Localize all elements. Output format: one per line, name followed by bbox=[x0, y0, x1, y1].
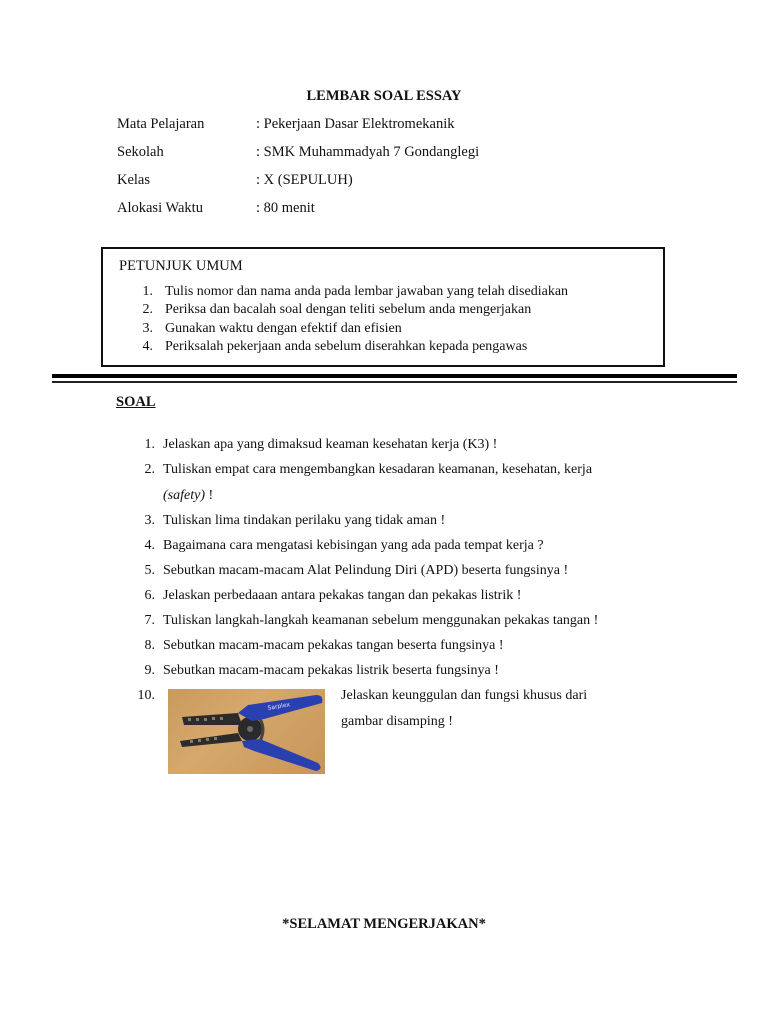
wire-stripper-pliers-icon bbox=[168, 689, 325, 774]
question-text: Sebutkan macam-macam Alat Pelindung Diri (APD) beserta fungsinya ! bbox=[163, 563, 569, 578]
meta-label-subject: Mata Pelajaran bbox=[117, 116, 205, 132]
divider-thick bbox=[52, 374, 737, 378]
question-text: Jelaskan apa yang dimaksud keaman kesehatan kerja (K3) ! bbox=[163, 437, 498, 452]
question-number: 8. bbox=[144, 638, 155, 653]
question-number: 2. bbox=[144, 462, 155, 477]
instruction-number: 4. bbox=[142, 338, 153, 354]
meta-label-time: Alokasi Waktu bbox=[117, 200, 203, 216]
divider-thin bbox=[52, 381, 737, 383]
question-number: 9. bbox=[144, 663, 155, 678]
question-number: 4. bbox=[144, 538, 155, 553]
question-text: Tuliskan langkah-langkah keamanan sebelum menggunakan pekakas tangan ! bbox=[163, 613, 599, 628]
question-text: Bagaimana cara mengatasi kebisingan yang ada pada tempat kerja ? bbox=[163, 538, 544, 553]
question-text: gambar disamping ! bbox=[341, 714, 453, 729]
instruction-number: 1. bbox=[142, 284, 153, 299]
question-text: Tuliskan empat cara mengembangkan kesadaran keamanan, kesehatan, kerja bbox=[163, 462, 593, 477]
question-text: Jelaskan keunggulan dan fungsi khusus dari bbox=[341, 688, 588, 703]
instruction-text: Periksalah pekerjaan anda sebelum diserahkan kepada pengawas bbox=[165, 338, 528, 354]
question-text-italic: (safety) bbox=[163, 488, 205, 503]
question-number: 5. bbox=[144, 563, 155, 578]
meta-label-class: Kelas bbox=[117, 172, 151, 188]
instructions-box bbox=[101, 247, 665, 367]
instruction-text: Periksa dan bacalah soal dengan teliti sebelum anda mengerjakan bbox=[165, 302, 532, 318]
instruction-number: 3. bbox=[142, 320, 153, 336]
meta-value-subject: : Pekerjaan Dasar Elektromekanik bbox=[256, 116, 455, 132]
question-text: Tuliskan lima tindakan perilaku yang tidak aman ! bbox=[163, 513, 446, 528]
instruction-number: 2. bbox=[142, 302, 153, 318]
meta-value-time: : 80 menit bbox=[256, 200, 315, 216]
question-number: 3. bbox=[144, 513, 155, 528]
wire-stripper-image bbox=[168, 689, 325, 774]
meta-label-school: Sekolah bbox=[117, 144, 164, 160]
question-number: 6. bbox=[144, 588, 155, 603]
closing-message: *SELAMAT MENGERJAKAN* bbox=[282, 916, 486, 932]
instructions-title: PETUNJUK UMUM bbox=[119, 258, 243, 274]
instruction-text: Gunakan waktu dengan efektif dan efisien bbox=[165, 320, 402, 336]
document-title: LEMBAR SOAL ESSAY bbox=[306, 88, 462, 104]
question-text: Sebutkan macam-macam pekakas listrik beserta fungsinya ! bbox=[163, 663, 499, 678]
meta-value-school: : SMK Muhammadyah 7 Gondanglegi bbox=[256, 144, 480, 160]
instruction-text: Tulis nomor dan nama anda pada lembar jawaban yang telah disediakan bbox=[165, 284, 569, 299]
question-number: 7. bbox=[144, 613, 155, 628]
meta-value-class: : X (SEPULUH) bbox=[256, 172, 353, 188]
question-text-end: ! bbox=[204, 488, 214, 503]
question-number: 1. bbox=[144, 437, 155, 452]
questions-heading: SOAL bbox=[116, 394, 156, 410]
question-text: Sebutkan macam-macam pekakas tangan beserta fungsinya ! bbox=[163, 638, 504, 653]
svg-text:Sarplex: Sarplex bbox=[267, 701, 291, 712]
question-text: Jelaskan perbedaaan antara pekakas tangan dan pekakas listrik ! bbox=[163, 588, 522, 603]
question-number: 10. bbox=[137, 688, 155, 703]
